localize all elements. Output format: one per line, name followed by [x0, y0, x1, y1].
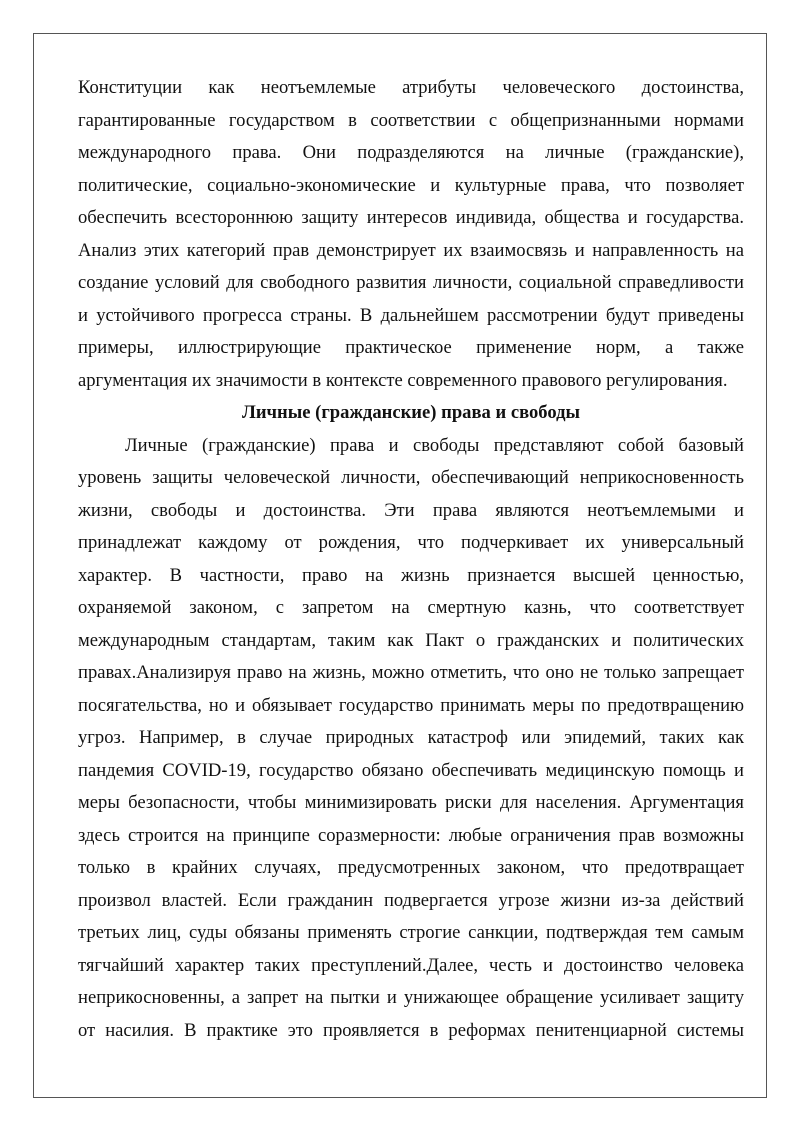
body-line: произвол властей. Если гражданин подвергается угрозе жизни из-за действий	[78, 889, 744, 911]
intro-line: международного права. Они подразделяются на личные (гражданские),	[78, 142, 744, 163]
intro-line: политические, социально-экономические и культурные права, что позволяет	[78, 174, 744, 196]
body-line: тягчайший характер таких преступлений.Далее, честь и достоинство человека	[78, 954, 744, 976]
body-line: посягательства, но и обязывает государство принимать меры по предотвращению	[78, 694, 744, 716]
body-line: третьих лиц, суды обязаны применять строгие санкции, подтверждая тем самым	[78, 922, 744, 943]
intro-line: и устойчивого прогресса страны. В дальнейшем рассмотрении будут приведены	[78, 304, 744, 326]
body-line: здесь строится на принципе соразмерности: любые ограничения прав возможны	[78, 824, 744, 846]
body-line: пандемия COVID-19, государство обязано обеспечивать медицинскую помощь и	[78, 759, 744, 781]
body-line: угроз. Например, в случае природных катастроф или эпидемий, таких как	[78, 727, 744, 748]
intro-line: аргументация их значимости в контексте современного правового регулирования.	[78, 369, 728, 391]
intro-line: обеспечить всестороннюю защиту интересов индивида, общества и государства.	[78, 207, 744, 228]
section-heading: Личные (гражданские) права и свободы	[241, 402, 581, 423]
body-line: от насилия. В практике это проявляется в реформах пенитенциарной системы	[78, 1019, 744, 1041]
body-line: неприкосновенны, а запрет на пытки и унижающее обращение усиливает защиту	[78, 987, 744, 1008]
body-line: международным стандартам, таким как Пакт о гражданских и политических	[78, 629, 744, 651]
intro-line: Анализ этих категорий прав демонстрирует их взаимосвязь и направленность на	[78, 239, 744, 261]
body-line: правах.Анализируя право на жизнь, можно отметить, что оно не только запрещает	[78, 662, 744, 683]
body-line: охраняемой законом, с запретом на смертную казнь, что соответствует	[78, 597, 744, 618]
intro-line: Конституции как неотъемлемые атрибуты человеческого достоинства,	[78, 77, 744, 98]
body-line: характер. В частности, право на жизнь признается высшей ценностью,	[78, 564, 744, 586]
body-line: Личные (гражданские) права и свободы представляют собой базовый	[125, 434, 744, 456]
body-line: меры безопасности, чтобы минимизировать риски для населения. Аргументация	[78, 792, 744, 813]
intro-line: гарантированные государством в соответствии с общепризнанными нормами	[78, 109, 744, 131]
page-frame	[33, 33, 767, 1098]
body-line: только в крайних случаях, предусмотренных законом, что предотвращает	[78, 857, 744, 878]
body-line: уровень защиты человеческой личности, обеспечивающий неприкосновенность	[78, 467, 744, 488]
intro-line: создание условий для свободного развития личности, социальной справедливости	[78, 272, 744, 293]
intro-line: примеры, иллюстрирующие практическое применение норм, а также	[78, 337, 744, 358]
document-text	[78, 72, 744, 1047]
body-line: принадлежат каждому от рождения, что подчеркивает их универсальный	[78, 532, 744, 553]
body-line: жизни, свободы и достоинства. Эти права являются неотъемлемыми и	[78, 499, 744, 521]
